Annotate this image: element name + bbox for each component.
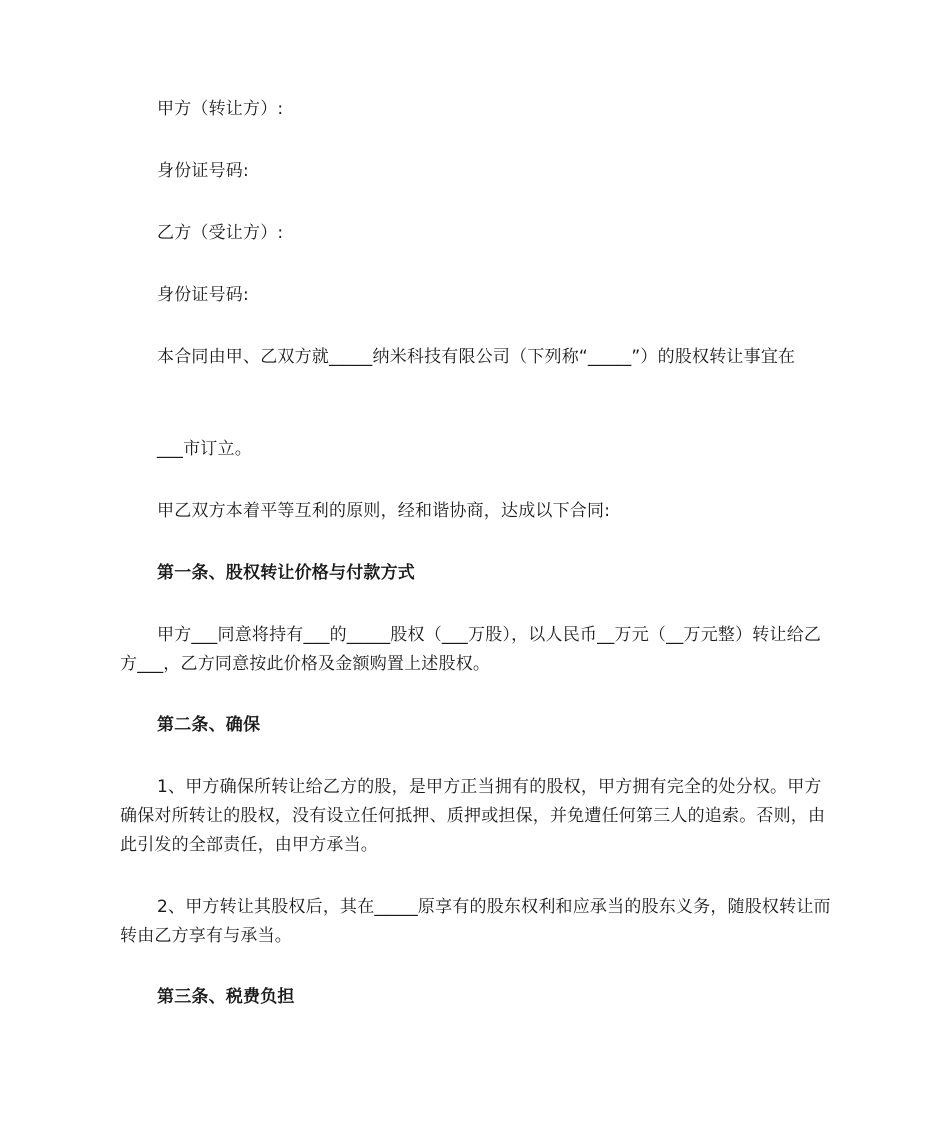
city-paragraph: ___市订立。	[157, 439, 252, 459]
article-2-title: 第二条、确保	[157, 715, 261, 735]
principle-paragraph: 甲乙双方本着平等互利的原则，经和谐协商，达成以下合同:	[157, 501, 611, 521]
intro-paragraph: 本合同由甲、乙双方就_____纳米科技有限公司（下列称“_____”）的股权转让事宜在	[157, 347, 796, 367]
party-a-id-label: 身份证号码:	[157, 161, 249, 181]
article-1-body: 甲方___同意将持有___的_____股权（___万股），以人民币__万元（__万元整）转让给乙方___，乙方同意按此价格及金额购置上述股权。	[120, 625, 822, 674]
article-1-title: 第一条、股权转让价格与付款方式	[157, 563, 415, 583]
article-3-title: 第三条、税费负担	[157, 987, 295, 1007]
party-b-id-label: 身份证号码:	[157, 285, 249, 305]
article-2-item-2: 2、甲方转让其股权后，其在_____原享有的股东权利和应承当的股东义务，随股权转让而转由乙方享有与承当。	[120, 897, 831, 946]
party-b-label: 乙方（受让方）:	[157, 223, 284, 243]
party-a-label: 甲方（转让方）:	[157, 99, 284, 119]
article-2-item-1: 1、甲方确保所转让给乙方的股，是甲方正当拥有的股权，甲方拥有完全的处分权。甲方确保对所转让的股权，没有设立任何抵押、质押或担保，并免遭任何第三人的追索。否则，由此引发的全部责任，由甲方承当。	[120, 777, 826, 855]
